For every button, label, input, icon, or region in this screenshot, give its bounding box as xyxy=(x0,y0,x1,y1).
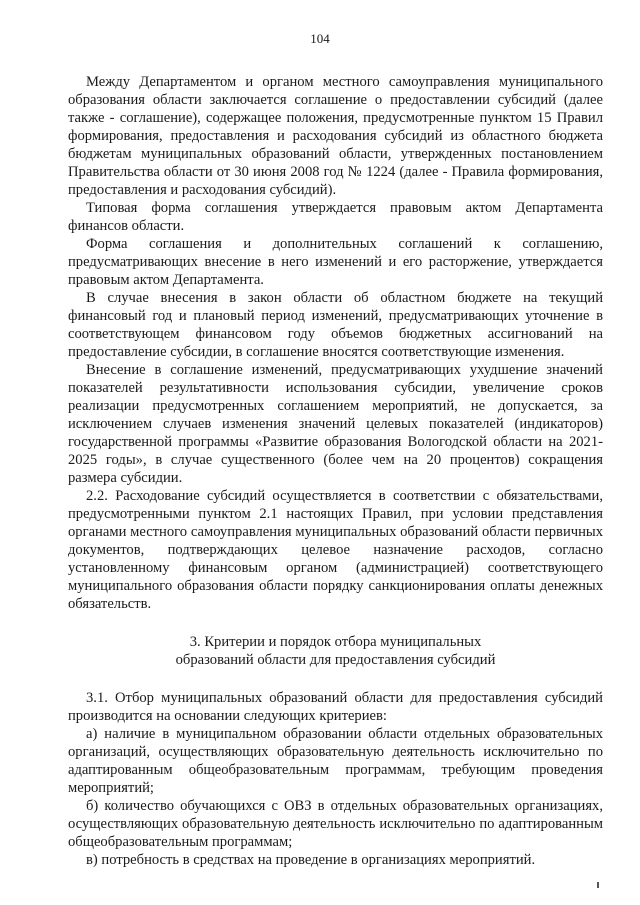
paragraph-form-of-agreement: Форма соглашения и дополнительных соглашений к соглашению, предусматривающих внесение в него изменений и его расторжение, утверждается правовым актом Департамента. xyxy=(68,236,603,288)
paragraph-2-2: 2.2. Расходование субсидий осуществляется в соответствии с обязательствами, предусмотренными пунктом 2.1 настоящих Правил, при условии представления органами местного самоуправления муниципальных образований области первичных документов, подтверждающих целевое назначение расходов, согласно установленному финансовым органом (администрацией) соответствующего муниципального образования области порядку санкционирования оплаты денежных обязательств. xyxy=(68,488,603,612)
section-3-heading xyxy=(68,633,603,669)
scan-mark xyxy=(597,882,599,888)
criterion-c: в) потребность в средствах на проведение в организациях мероприятий. xyxy=(86,852,536,868)
paragraph-standard-form: Типовая форма соглашения утверждается правовым актом Департамента финансов области. xyxy=(68,200,603,234)
section-heading-line-2: образований области для предоставления субсидий xyxy=(175,652,496,668)
paragraph-budget-changes: В случае внесения в закон области об областном бюджете на текущий финансовый год и плановый период изменений, предусматривающих уточнение в соответствующем финансовом году объемов бюджетных ассигнований на предоставление субсидии, в соглашение вносятся соответствующие изменения. xyxy=(68,290,603,360)
paragraph-3-1: 3.1. Отбор муниципальных образований области для предоставления субсидий производится на основании следующих критериев: xyxy=(68,690,603,724)
criterion-b: б) количество обучающихся с ОВЗ в отдельных образовательных организациях, осуществляющих образовательную деятельность исключительно по адаптированным общеобразовательным программам; xyxy=(68,798,603,850)
document-body xyxy=(68,73,603,869)
paragraph-agreement: Между Департаментом и органом местного самоуправления муниципального образования области заключается соглашение о предоставлении субсидий (далее также - соглашение), содержащее положения, предусмотренные пунктом 15 Правил формирования, предоставления и расходования субсидий из областного бюджета бюджетам муниципальных образований области, утвержденных постановлением Правительства области от 30 июня 2008 год № 1224 (далее - Правила формирования, предоставления и расходования субсидий). xyxy=(68,74,603,198)
section-heading-line-1: 3. Критерии и порядок отбора муниципальных xyxy=(189,634,482,650)
criterion-a: а) наличие в муниципальном образовании области отдельных образовательных организаций, осуществляющих образовательную деятельность исключительно по адаптированным общеобразовательным программам, требующим проведения мероприятий; xyxy=(68,726,603,796)
page-number: 104 xyxy=(310,31,330,46)
paragraph-indicator-changes: Внесение в соглашение изменений, предусматривающих ухудшение значений показателей результативности использования субсидии, увеличение сроков реализации предусмотренных соглашением мероприятий, не допускается, за исключением случаев изменения значений целевых показателей (индикаторов) государственной программы «Развитие образования Вологодской области на 2021-2025 годы», в случае существенного (более чем на 20 процентов) сокращения размера субсидии. xyxy=(68,362,603,486)
